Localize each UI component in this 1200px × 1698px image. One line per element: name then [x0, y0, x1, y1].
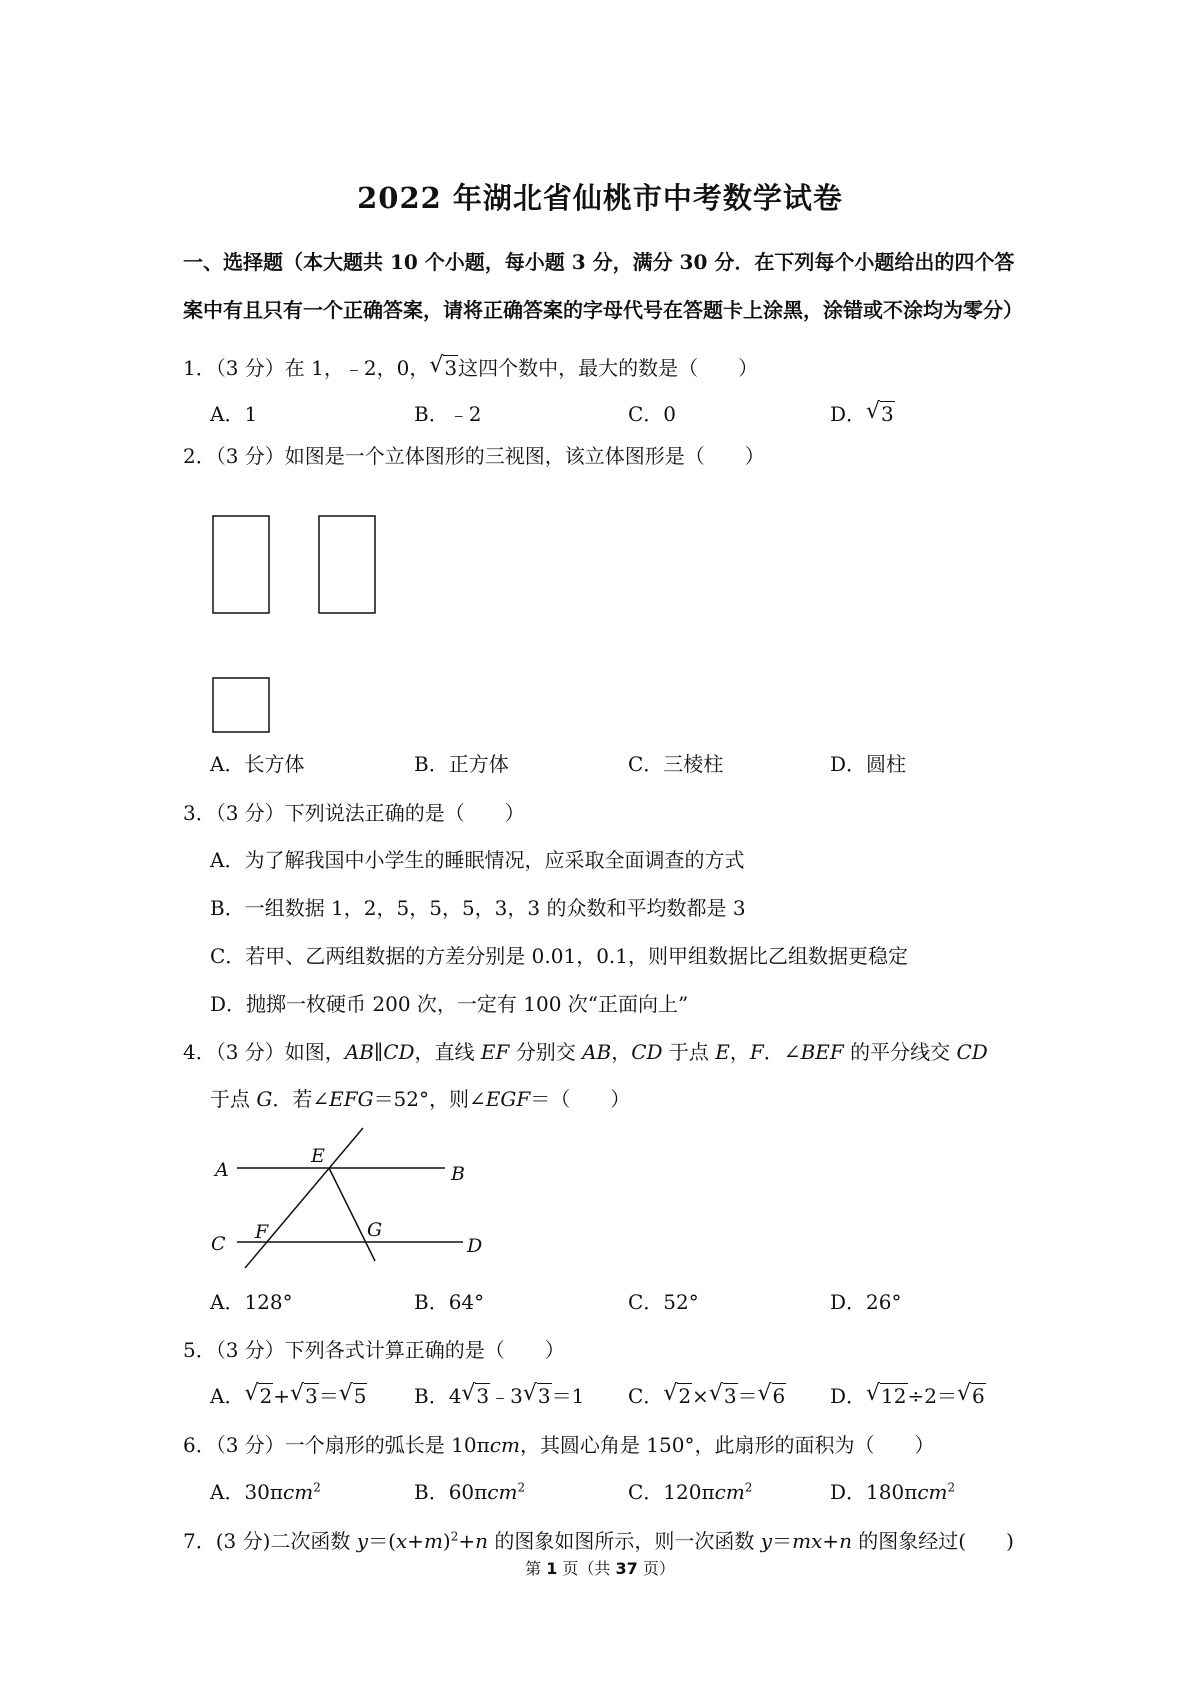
label-a: A	[215, 1159, 229, 1181]
q5-c-radicand-3: 6	[772, 1384, 786, 1408]
q1-sqrt-radicand: 3	[444, 356, 458, 380]
q5-a-radicand-2: 3	[304, 1384, 318, 1408]
q5-option-b[interactable]	[414, 1380, 584, 1409]
q2-option-d[interactable]: D．圆柱	[830, 752, 907, 776]
footer-text: 页）	[637, 1559, 675, 1578]
q6-c-exp: 2	[744, 1480, 753, 1495]
q5-c-radicand-2: 3	[723, 1384, 737, 1408]
q6-option-c[interactable]	[628, 1476, 752, 1505]
q7-x-plus-m: x+m	[395, 1529, 443, 1553]
q5-b-sqrt-1	[461, 1384, 490, 1408]
q5-option-d[interactable]	[830, 1380, 986, 1409]
q1-option-d-sqrt	[866, 402, 895, 426]
q5-d-radicand-1: 12	[881, 1384, 907, 1408]
question-6	[183, 1429, 934, 1458]
q4-cd: CD	[956, 1040, 988, 1064]
q7-y: y	[356, 1529, 369, 1553]
question-1	[183, 352, 758, 381]
q5-d-sqrt-1	[866, 1384, 907, 1408]
q5-b-radicand-1: 3	[476, 1384, 490, 1408]
q5-a-eq: ＝	[318, 1384, 339, 1408]
q4-text: ＝（ ）	[530, 1087, 631, 1111]
q6-a-prefix: A．30π	[210, 1480, 284, 1504]
q7-text: 的图象经过( )	[851, 1529, 1014, 1553]
q7-text: 的图象如图所示，则一次函数	[488, 1529, 761, 1553]
label-d: D	[467, 1235, 483, 1257]
q5-a-plus: +	[273, 1384, 290, 1408]
q1-option-b[interactable]: B．﹣2	[414, 402, 482, 426]
q5-a-radicand-1: 2	[259, 1384, 273, 1408]
footer-page-number: 1	[546, 1559, 558, 1578]
q6-b-unit: cm	[487, 1480, 518, 1504]
q4-point-e: E	[715, 1040, 730, 1064]
q6-option-a[interactable]	[210, 1476, 321, 1505]
q5-d-label: D．	[830, 1384, 867, 1408]
question-3: 3．（3 分）下列说法正确的是（ ）	[183, 801, 525, 825]
q6-d-prefix: D．180π	[830, 1480, 918, 1504]
footer-text: 第	[525, 1559, 547, 1578]
q4-angle-egf: EGF	[485, 1087, 531, 1111]
q5-c-times: ×	[692, 1384, 709, 1408]
q4-cd: CD	[631, 1040, 663, 1064]
q4-option-a[interactable]: A．128°	[210, 1290, 293, 1314]
q3-option-a[interactable]: A．为了解我国中小学生的睡眠情况，应采取全面调查的方式	[210, 848, 745, 872]
q3-option-b[interactable]: B．一组数据 1，2，5，5，5，3，3 的众数和平均数都是 3	[210, 896, 746, 920]
q4-text: 的平分线交	[843, 1040, 957, 1064]
q5-b-radicand-2: 3	[537, 1384, 551, 1408]
q5-c-sqrt-3	[758, 1384, 787, 1408]
q1-stem-a: 1．（3 分）在 1，﹣2，0，	[183, 356, 430, 380]
q4-text: 4．（3 分）如图，	[183, 1040, 345, 1064]
label-f: F	[255, 1221, 269, 1243]
q5-b-sqrt-2	[523, 1384, 552, 1408]
q6-d-unit: cm	[917, 1480, 948, 1504]
q7-text: ＝	[772, 1529, 793, 1553]
q4-option-c[interactable]: C．52°	[628, 1290, 699, 1314]
q6-c-unit: cm	[714, 1480, 745, 1504]
q6-b-prefix: B．60π	[414, 1480, 488, 1504]
q2-three-views-figure	[205, 510, 405, 740]
page-footer	[0, 1556, 1200, 1579]
question-2: 2．（3 分）如图是一个立体图形的三视图，该立体图形是（ ）	[183, 444, 765, 468]
q3-option-c[interactable]: C．若甲、乙两组数据的方差分别是 0.01，0.1，则甲组数据比乙组数据更稳定	[210, 944, 908, 968]
q7-text: ＝(	[368, 1529, 396, 1553]
q6-c-prefix: C．120π	[628, 1480, 715, 1504]
q4-ab: AB	[582, 1040, 612, 1064]
q1-stem-b: 这四个数中，最大的数是（ ）	[458, 356, 759, 380]
q5-c-sqrt-1	[663, 1384, 692, 1408]
footer-total-pages: 37	[615, 1559, 638, 1578]
q1-option-d[interactable]	[830, 398, 895, 427]
q4-angle-bef: BEF	[800, 1040, 844, 1064]
question-5: 5．（3 分）下列各式计算正确的是（ ）	[183, 1338, 565, 1362]
label-g: G	[367, 1219, 383, 1241]
q7-exp: 2	[450, 1529, 459, 1544]
q5-a-sqrt-2	[290, 1384, 319, 1408]
q4-text: 分别交	[509, 1040, 583, 1064]
q5-c-eq: ＝	[737, 1384, 758, 1408]
line-ef	[245, 1128, 363, 1268]
label-b: B	[451, 1163, 465, 1185]
q3-option-d[interactable]: D．抛掷一枚硬币 200 次，一定有 100 次“正面向上”	[210, 992, 689, 1016]
q7-y: y	[760, 1529, 773, 1553]
q6-b-exp: 2	[517, 1480, 526, 1495]
q4-text: ．若∠	[272, 1087, 330, 1111]
q4-text: ＝52°，则∠	[373, 1087, 486, 1111]
q2-option-a[interactable]: A．长方体	[210, 752, 305, 776]
top-view-rect	[213, 678, 269, 732]
side-view-rect	[319, 516, 375, 613]
q1-option-c[interactable]: C．0	[628, 402, 677, 426]
q4-text: 于点	[662, 1040, 716, 1064]
q6-a-exp: 2	[313, 1480, 321, 1495]
q2-option-b[interactable]: B．正方体	[414, 752, 509, 776]
q4-option-d[interactable]: D．26°	[830, 1290, 902, 1314]
q5-c-radicand-1: 2	[678, 1384, 692, 1408]
q4-point-g: G	[256, 1087, 273, 1111]
q6-cm: cm	[489, 1433, 520, 1457]
q7-n: n	[475, 1529, 489, 1553]
q5-option-c[interactable]	[628, 1380, 786, 1409]
q5-a-label: A．	[210, 1384, 245, 1408]
q5-b-mid: ﹣3	[490, 1384, 523, 1408]
q1-option-a[interactable]: A．1	[210, 402, 258, 426]
section-instructions: 一、选择题（本大题共 10 个小题，每小题 3 分，满分 30 分．在下列每个小题给出的四个答案中有且只有一个正确答案，请将正确答案的字母代号在答题卡上涂黑，涂错或不涂均为零分）	[183, 250, 1023, 322]
q4-text: ，	[729, 1040, 750, 1064]
line-eg	[329, 1168, 375, 1261]
q6-a-unit: cm	[283, 1480, 314, 1504]
q4-text: ．∠	[763, 1040, 801, 1064]
q5-d-radicand-2: 6	[971, 1384, 985, 1408]
q5-a-sqrt-3	[339, 1384, 368, 1408]
q5-c-label: C．	[628, 1384, 664, 1408]
q7-mx-plus-n: mx+n	[792, 1529, 852, 1553]
q7-text: 7．(3 分)二次函数	[183, 1529, 357, 1553]
q5-c-sqrt-2	[709, 1384, 738, 1408]
q4-ef: EF	[480, 1040, 510, 1064]
q5-d-sqrt-2	[957, 1384, 986, 1408]
q1-option-d-label: D．	[830, 402, 867, 426]
label-c: C	[211, 1233, 226, 1255]
q5-a-sqrt-1	[244, 1384, 273, 1408]
question-4-line-2	[210, 1083, 630, 1112]
footer-text: 页（共	[557, 1559, 616, 1578]
q6-text: ，其圆心角是 150°，此扇形的面积为（ ）	[519, 1433, 935, 1457]
q5-b-eq: ＝1	[551, 1384, 585, 1408]
q4-option-b[interactable]: B．64°	[414, 1290, 485, 1314]
q5-a-radicand-3: 5	[353, 1384, 367, 1408]
q4-text: ，直线	[414, 1040, 481, 1064]
q4-parallel-lines-figure	[205, 1120, 495, 1280]
q7-text: )	[442, 1529, 451, 1553]
q4-point-f: F	[749, 1040, 764, 1064]
q4-ab-parallel-cd: AB∥CD	[344, 1040, 415, 1064]
front-view-rect	[213, 516, 269, 613]
question-4-line-1	[183, 1036, 988, 1065]
page-title: 2022 年湖北省仙桃市中考数学试卷	[357, 181, 843, 215]
q5-option-a[interactable]	[210, 1380, 367, 1409]
q6-d-exp: 2	[947, 1480, 956, 1495]
label-e: E	[311, 1145, 325, 1167]
q4-text: 于点	[210, 1087, 257, 1111]
q6-option-d[interactable]	[830, 1476, 955, 1505]
q2-option-c[interactable]: C．三棱柱	[628, 752, 724, 776]
q7-text: +	[458, 1529, 476, 1553]
question-7	[183, 1525, 1014, 1554]
q1-option-d-radicand: 3	[881, 402, 894, 426]
q6-option-b[interactable]	[414, 1476, 525, 1505]
q4-angle-efg: EFG	[329, 1087, 374, 1111]
q4-text: ，	[611, 1040, 632, 1064]
q5-b-label: B．4	[414, 1384, 462, 1408]
q1-sqrt	[429, 356, 458, 380]
q5-d-div: ÷2＝	[907, 1384, 957, 1408]
q6-text: 6．（3 分）一个扇形的弧长是 10π	[183, 1433, 490, 1457]
